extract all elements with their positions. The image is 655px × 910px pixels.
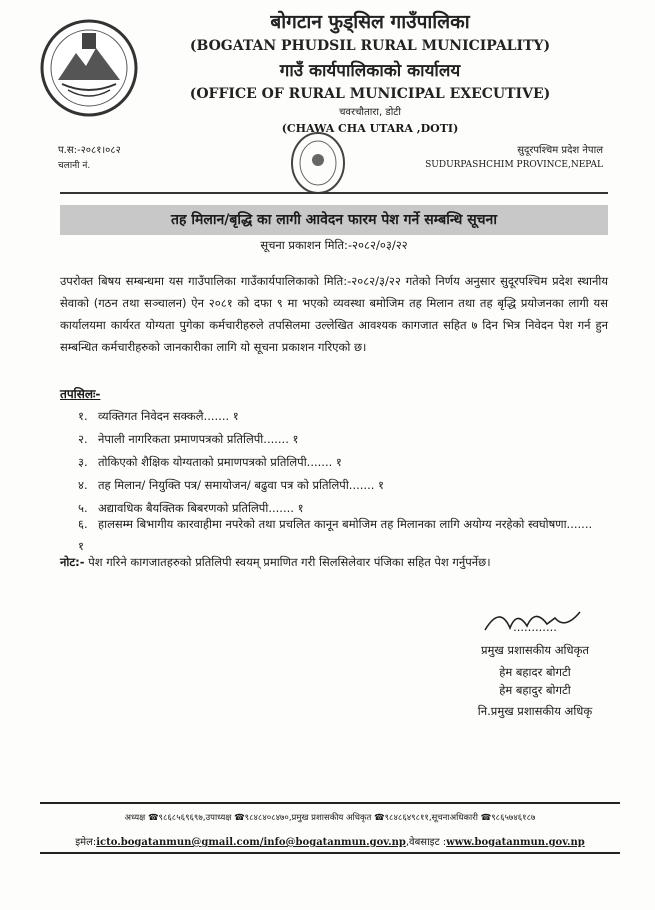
address-english: (CHAWA CHA UTARA ,DOTI) (281, 122, 459, 135)
signature-dots: ............ (513, 620, 557, 634)
list-item: २. नेपाली नागरिकता प्रमाणपत्रको प्रतिलिपी....... १ (78, 432, 299, 446)
list-item: ३. तोकिएको शैक्षिक योग्यताको प्रमाणपत्रको प्रतिलिपी....... १ (78, 455, 342, 469)
province-nepali: सुदूरपश्चिम प्रदेश नेपाल (517, 145, 603, 156)
dispatch-number-label: चलानी नं. (58, 161, 91, 171)
notice-body: उपरोक्त बिषय सम्बन्धमा यस गाउँपालिका गाउँकार्यपालिकाको मिति:-२०८२/३/२२ गतेको निर्णय अनुसार सुदूरपश्चिम प्रदेश स्थानीय सेवाको (गठन तथा सञ्चालन) ऐन २०८१ को दफा ९ मा भएको व्यवस्था बमोजिम तह मिलान तथा तह बृद्धि प्रयोजनका लागी यस कार्यालयमा कार्यरत योग्यता पुगेका कर्मचारीहरुले तपसिलमा उल्लेखित आवश्यक कागजात सहित ७ दिन भित्र निवेदन पेश गर्न हुन सम्बन्धित कर्मचारीहरुको जानकारीका लागि यो सूचना प्रकाशन गरिएको छ। (60, 274, 608, 354)
publication-date: सूचना प्रकाशन मिति:-२०८२/०३/२२ (260, 238, 408, 252)
email-link[interactable]: icto.bogatanmun@gmail.com (96, 837, 260, 848)
reference-number: प.स:-२०८१।०८२ (58, 145, 121, 156)
footer-divider (40, 802, 620, 804)
list-title: तपसिलः- (60, 387, 101, 401)
org-name-nepali: बोगटान फुड्सिल गाउँपालिका (270, 11, 470, 33)
footer-bottom-divider (40, 852, 620, 854)
note: नोट:- पेश गरिने कागजातहरुको प्रतिलिपी स्वयम् प्रमाणित गरी सिलसिलेवार पंजिका सहित पेश गर्नुपर्नेछ। (60, 555, 491, 569)
municipality-emblem-logo (38, 18, 140, 118)
office-stamp-seal (268, 128, 368, 198)
signatory-name: हेम बहादर बोगटी (499, 665, 571, 679)
footer-phones: अध्यक्ष ☎९८६८५६९६९७,उपाध्यक्ष ☎९८४८४०८४७०,प्रमुख प्रशासकीय अधिकृत ☎९८४८६४९८११,सूचनाअधिकारी ☎९८६५७४६१८७ (124, 813, 536, 823)
office-name-english: (OFFICE OF RURAL MUNICIPAL EXECUTIVE) (189, 86, 551, 102)
signatory-name-stamp: हेम बहादुर बोगटी (499, 683, 571, 697)
address-nepali: चवरचौतारा, डोटी (339, 107, 401, 118)
list-item: ५. अद्यावधिक बैयक्तिक बिबरणको प्रतिलिपी....... १ (78, 501, 304, 515)
org-name-english: (BOGATAN PHUDSIL RURAL MUNICIPALITY) (189, 38, 551, 54)
list-item: १. व्यक्तिगत निवेदन सक्कलै....... १ (78, 409, 239, 423)
email-link-2[interactable]: /info@bogatanmun.gov.np (259, 837, 406, 848)
office-name-nepali: गाउँ कार्यपालिकाको कार्यालय (279, 61, 461, 81)
province-english: SUDURPASHCHIM PROVINCE,NEPAL (425, 160, 603, 170)
list-item: ६. हालसम्म बिभागीय कारवाहीमा नपरेको तथा प्रचलित कानून बमोजिम तह मिलानका लागि अयोग्य नरहेको स्वघोषणा....... १ (78, 517, 593, 553)
website-link[interactable]: www.bogatanmun.gov.np (446, 837, 585, 848)
notice-title: तह मिलान/बृद्धि का लागी आवेदन फारम पेश गर्ने सम्बन्धि सूचना (60, 205, 608, 235)
signatory-role-stamp: नि.प्रमुख प्रशासकीय अधिकृ (477, 704, 593, 718)
signatory-role: प्रमुख प्रशासकीय अधिकृत (481, 643, 589, 657)
header-divider (60, 192, 608, 194)
footer-contacts: इमेल:icto.bogatanmun@gmail.com/info@bogatanmun.gov.np,वेबसाइट :www.bogatanmun.gov.np (75, 837, 585, 848)
list-item: ४. तह मिलान/ नियुक्ति पत्र/ समायोजन/ बढुवा पत्र को प्रतिलिपी....... १ (78, 478, 385, 492)
